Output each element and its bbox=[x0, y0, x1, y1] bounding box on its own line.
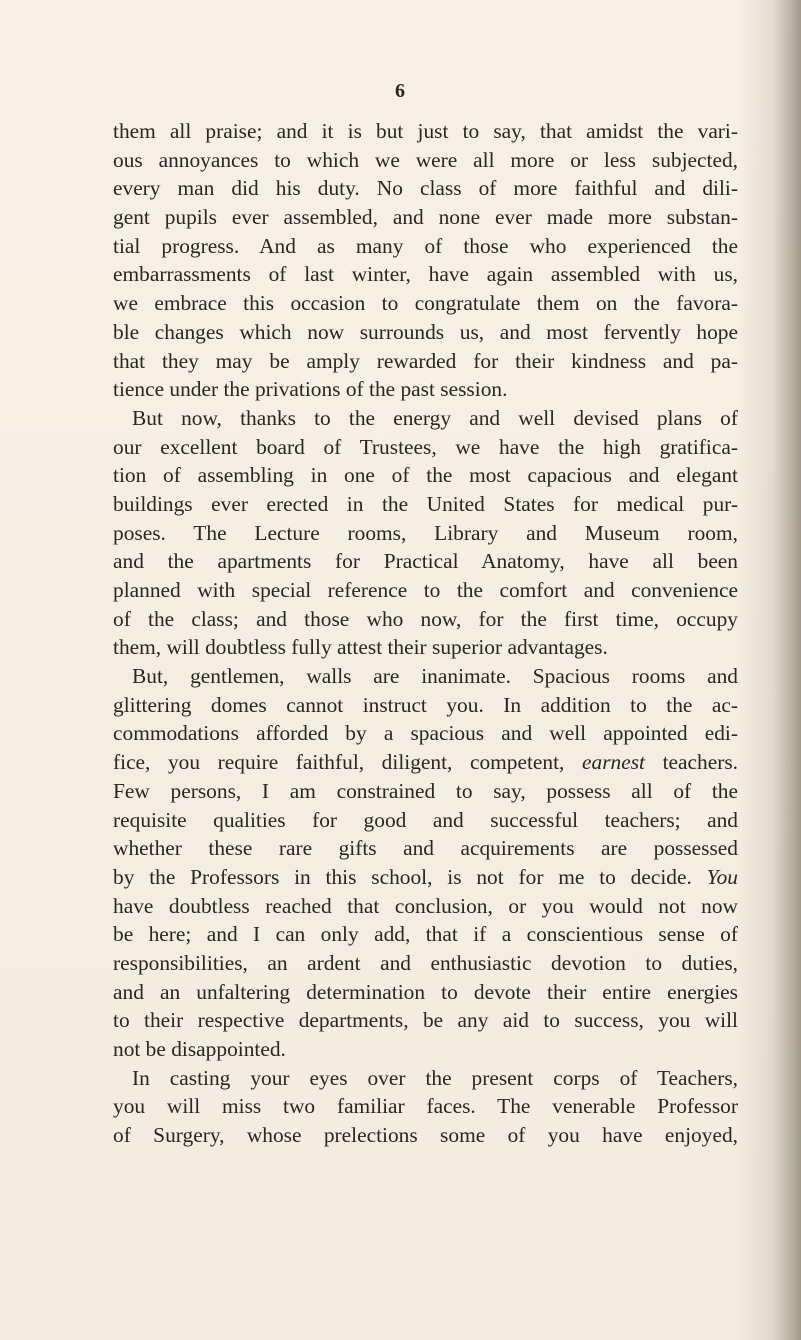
text-line-content: whether these rare gifts and acquirements are possessed bbox=[113, 836, 738, 861]
text-line-content: buildings ever erected in the United States for medical pur- bbox=[113, 491, 738, 516]
text-line bbox=[113, 1035, 738, 1064]
text-line bbox=[113, 461, 738, 490]
text-line bbox=[113, 978, 738, 1007]
text-line-content: be here; and I can only add, that if a conscientious sense of bbox=[113, 922, 738, 947]
text-line bbox=[113, 347, 738, 376]
text-line-content: them all praise; and it is but just to say, that amidst the vari- bbox=[113, 119, 738, 143]
text-line-content: have doubtless reached that conclusion, or you would not now bbox=[113, 893, 738, 918]
text-line bbox=[113, 203, 738, 232]
text-line bbox=[113, 806, 738, 835]
text-line bbox=[113, 174, 738, 203]
text-line bbox=[113, 662, 738, 691]
text-line bbox=[113, 1064, 738, 1093]
text-line-content: not be disappointed. bbox=[113, 1037, 286, 1061]
text-line bbox=[113, 920, 738, 949]
text-line bbox=[113, 949, 738, 978]
italic-word: You bbox=[706, 864, 738, 889]
italic-word: earnest bbox=[582, 750, 645, 775]
text-line bbox=[113, 863, 738, 892]
text-line-content: and the apartments for Practical Anatomy, have all been bbox=[113, 549, 738, 574]
text-line-content: requisite qualities for good and successful teachers; and bbox=[113, 807, 738, 832]
text-line-content: commodations afforded by a spacious and well appointed edi- bbox=[113, 721, 738, 746]
text-line-content: glittering domes cannot instruct you. In addition to the ac- bbox=[113, 692, 738, 717]
text-line-content: every man did his duty. No class of more faithful and dili- bbox=[113, 176, 738, 201]
text-line-content: we embrace this occasion to congratulate them on the favora- bbox=[113, 291, 738, 316]
text-line-content: by the Professors in this school, is not for me to decide. bbox=[113, 864, 692, 889]
text-line bbox=[113, 232, 738, 261]
text-line-content: gent pupils ever assembled, and none ever made more substan- bbox=[113, 205, 738, 230]
page-number: 6 bbox=[395, 80, 406, 102]
body-text bbox=[113, 117, 738, 1150]
text-line bbox=[113, 117, 738, 146]
text-line bbox=[113, 892, 738, 921]
text-line bbox=[113, 375, 738, 404]
text-line bbox=[113, 1092, 738, 1121]
text-line bbox=[113, 691, 738, 720]
text-line bbox=[113, 490, 738, 519]
text-line bbox=[113, 777, 738, 806]
text-line bbox=[113, 260, 738, 289]
text-line-content: ous annoyances to which we were all more or less subjected, bbox=[113, 147, 738, 172]
text-line-content: that they may be amply rewarded for their kindness and pa- bbox=[113, 348, 738, 373]
text-line bbox=[113, 519, 738, 548]
text-line-content: tial progress. And as many of those who experienced the bbox=[113, 233, 738, 258]
text-line bbox=[113, 605, 738, 634]
text-line-content: embarrassments of last winter, have again assembled with us, bbox=[113, 262, 738, 287]
text-line bbox=[113, 146, 738, 175]
text-line-content: of Surgery, whose prelections some of you have enjoyed, bbox=[113, 1123, 738, 1148]
text-line bbox=[113, 748, 738, 777]
text-line-content: tience under the privations of the past session. bbox=[113, 377, 508, 402]
text-line bbox=[113, 289, 738, 318]
text-line-content: But now, thanks to the energy and well devised plans of bbox=[132, 405, 738, 430]
text-line-content: you will miss two familiar faces. The venerable Professor bbox=[113, 1094, 738, 1119]
text-line-content: planned with special reference to the comfort and convenience bbox=[113, 578, 738, 602]
page-edge-shadow bbox=[773, 0, 801, 1340]
text-line-content: them, will doubtless fully attest their superior advantages. bbox=[113, 635, 608, 660]
text-line bbox=[113, 1006, 738, 1035]
text-line-content: tion of assembling in one of the most capacious and elegant bbox=[113, 463, 738, 488]
text-line-content: In casting your eyes over the present corps of Teachers, bbox=[132, 1065, 738, 1090]
text-line bbox=[113, 433, 738, 462]
text-line bbox=[113, 834, 738, 863]
text-line-content: our excellent board of Trustees, we have the high gratifica- bbox=[113, 434, 738, 459]
text-line bbox=[113, 1121, 738, 1150]
text-line bbox=[113, 576, 738, 605]
text-line bbox=[113, 404, 738, 433]
text-line bbox=[113, 719, 738, 748]
text-line-content: poses. The Lecture rooms, Library and Museum room, bbox=[113, 520, 738, 545]
text-line bbox=[113, 547, 738, 576]
text-line-content: ble changes which now surrounds us, and most fervently hope bbox=[113, 319, 738, 344]
text-line-content: fice, you require faithful, diligent, competent, bbox=[113, 750, 565, 775]
text-line-content: But, gentlemen, walls are inanimate. Spacious rooms and bbox=[132, 664, 738, 689]
text-line bbox=[113, 633, 738, 662]
text-line-content: to their respective departments, be any aid to success, you will bbox=[113, 1008, 738, 1033]
text-line-tail: teachers. bbox=[662, 750, 738, 775]
text-line-content: and an unfaltering determination to devote their entire energies bbox=[113, 979, 738, 1004]
text-line-content: of the class; and those who now, for the first time, occupy bbox=[113, 606, 738, 631]
text-line bbox=[113, 318, 738, 347]
text-line-content: responsibilities, an ardent and enthusiastic devotion to duties, bbox=[113, 950, 738, 975]
text-line-content: Few persons, I am constrained to say, possess all of the bbox=[113, 778, 738, 803]
